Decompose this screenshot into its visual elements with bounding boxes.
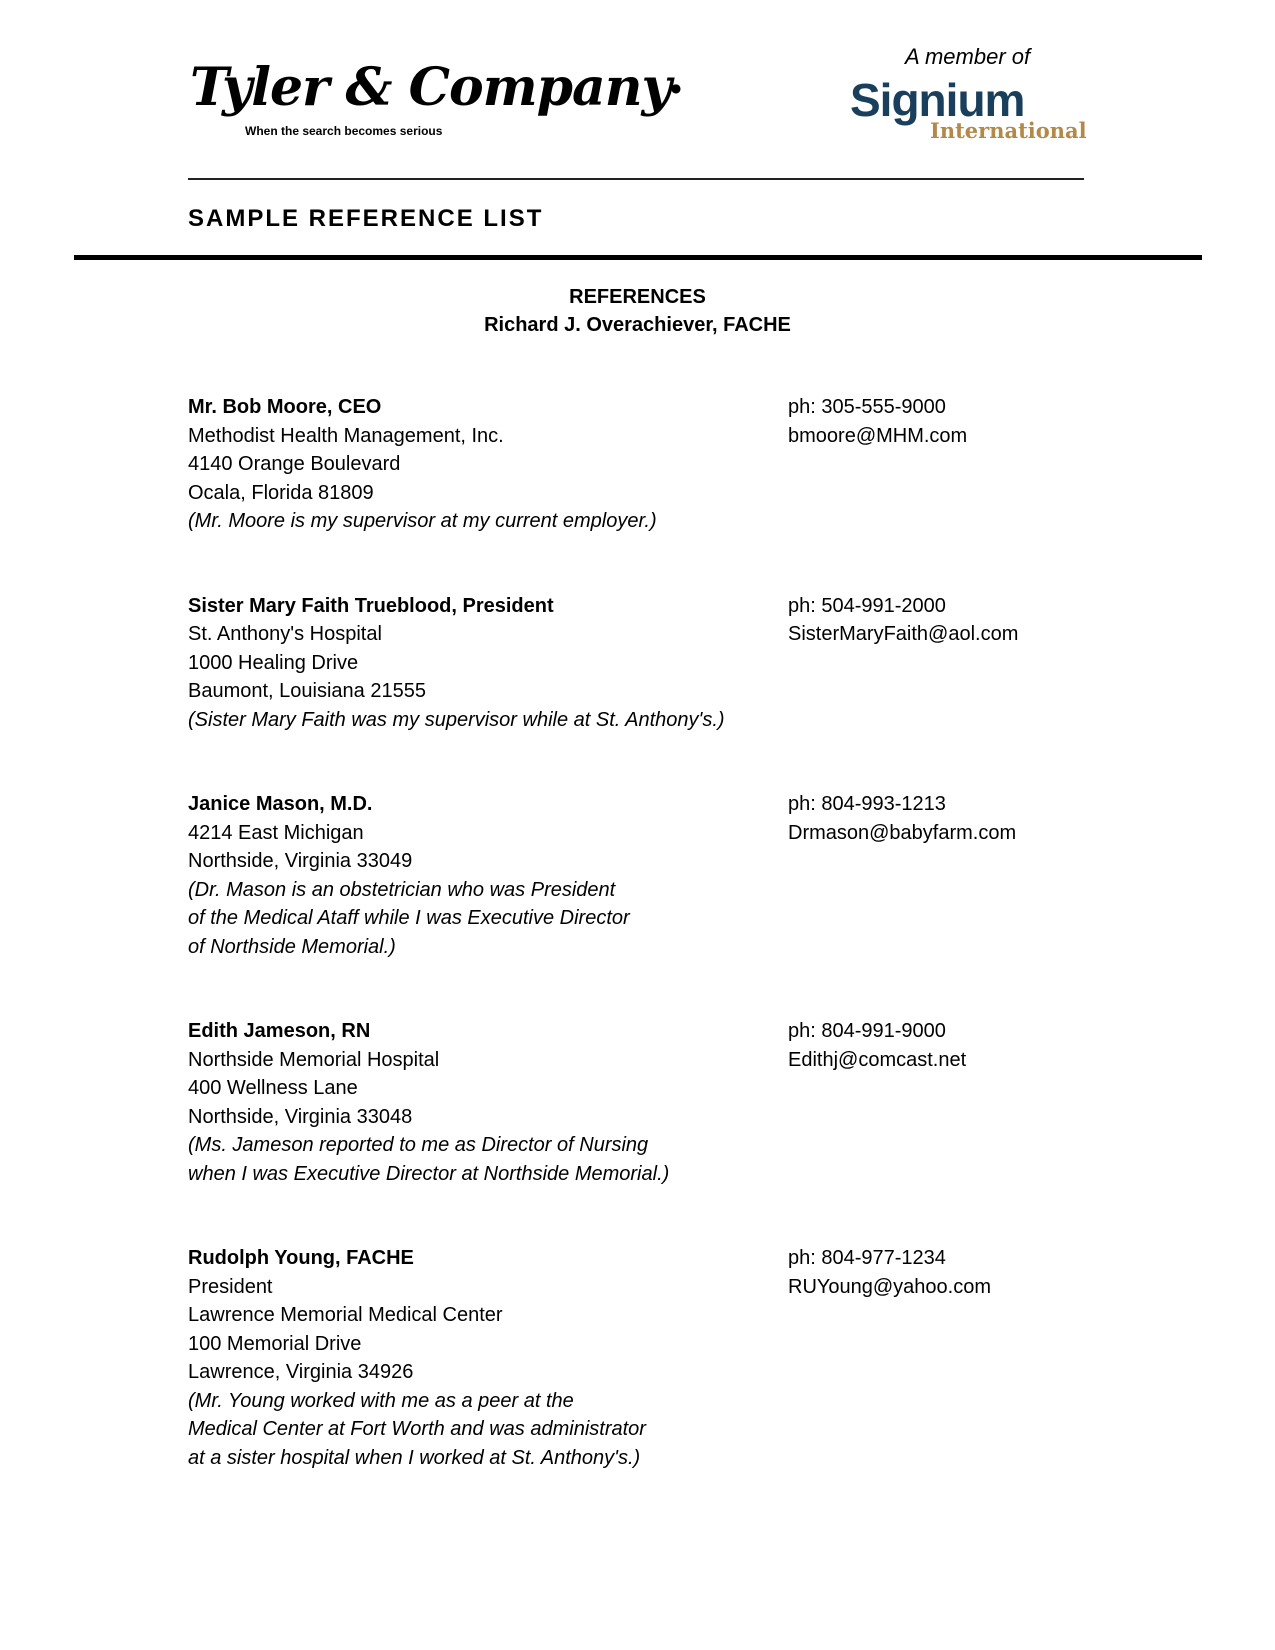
reference-line: President xyxy=(188,1275,273,1298)
reference-line: Northside, Virginia 33049 xyxy=(188,850,413,872)
reference-phone: ph: 804-993-1213 xyxy=(788,793,946,815)
reference-line: St. Anthony's Hospital xyxy=(188,623,382,645)
logo-script-text: Tyler & Company● xyxy=(190,57,681,118)
reference-note: (Ms. Jameson reported to me as Director of Nursing xyxy=(188,1134,649,1156)
references-heading-block xyxy=(0,283,1275,339)
reference-phone: ph: 804-977-1234 xyxy=(788,1247,946,1269)
reference-line: 4214 East Michigan xyxy=(188,821,364,844)
reference-phone: ph: 305-555-9000 xyxy=(788,396,946,418)
tyler-company-logo xyxy=(190,57,681,148)
reference-line: 1000 Healing Drive xyxy=(188,651,359,674)
reference-email[interactable]: Edithj@comcast.net xyxy=(788,1048,967,1071)
member-of-label: A member of xyxy=(905,44,1031,69)
signium-logo xyxy=(850,40,1090,150)
reference-line: Ocala, Florida 81809 xyxy=(188,481,374,504)
reference-list xyxy=(188,393,1088,1528)
reference-line: Methodist Health Management, Inc. xyxy=(188,424,504,447)
reference-note: (Mr. Moore is my supervisor at my current employer.) xyxy=(188,510,657,532)
logo-tagline: When the search becomes serious xyxy=(245,124,443,138)
reference-entry xyxy=(188,1244,1088,1472)
reference-entry xyxy=(188,1017,1088,1188)
reference-line: Lawrence Memorial Medical Center xyxy=(188,1304,503,1326)
reference-name: Edith Jameson, RN xyxy=(188,1020,371,1042)
reference-name: Janice Mason, M.D. xyxy=(188,793,373,815)
reference-line: 4140 Orange Boulevard xyxy=(188,453,401,475)
reference-name: Sister Mary Faith Trueblood, President xyxy=(188,594,554,617)
reference-phone: ph: 504-991-2000 xyxy=(788,594,946,617)
title-divider xyxy=(74,255,1202,260)
signium-wordmark: Signium xyxy=(850,74,1025,126)
reference-phone: ph: 804-991-9000 xyxy=(788,1020,946,1042)
reference-email[interactable]: Drmason@babyfarm.com xyxy=(788,821,1017,844)
reference-line: Lawrence, Virginia 34926 xyxy=(188,1361,414,1383)
reference-note: (Sister Mary Faith was my supervisor while at St. Anthony's.) xyxy=(188,708,725,731)
reference-note: of Northside Memorial.) xyxy=(188,935,396,958)
reference-line: 100 Memorial Drive xyxy=(188,1332,362,1355)
reference-name: Rudolph Young, FACHE xyxy=(188,1247,414,1269)
reference-email[interactable]: SisterMaryFaith@aol.com xyxy=(788,623,1019,645)
candidate-name: Richard J. Overachiever, FACHE xyxy=(484,314,791,336)
document-title: SAMPLE REFERENCE LIST xyxy=(188,205,544,232)
reference-entry xyxy=(188,393,1088,536)
reference-email[interactable]: RUYoung@yahoo.com xyxy=(788,1275,992,1298)
reference-note: at a sister hospital when I worked at St. Anthony's.) xyxy=(188,1446,641,1469)
reference-email[interactable]: bmoore@MHM.com xyxy=(788,424,968,447)
header-divider xyxy=(188,178,1084,180)
reference-line: Baumont, Louisiana 21555 xyxy=(188,680,426,702)
signium-international: International xyxy=(930,118,1087,143)
reference-line: 400 Wellness Lane xyxy=(188,1077,358,1099)
reference-entry xyxy=(188,790,1088,961)
reference-entry xyxy=(188,592,1088,735)
reference-note: of the Medical Ataff while I was Executive Director xyxy=(188,907,630,929)
reference-name: Mr. Bob Moore, CEO xyxy=(188,396,382,418)
reference-line: Northside, Virginia 33048 xyxy=(188,1105,413,1128)
reference-note: (Mr. Young worked with me as a peer at the xyxy=(188,1389,574,1412)
reference-note: when I was Executive Director at Northside Memorial.) xyxy=(188,1162,670,1185)
reference-note: (Dr. Mason is an obstetrician who was President xyxy=(188,878,616,901)
references-heading: REFERENCES xyxy=(569,286,706,308)
reference-line: Northside Memorial Hospital xyxy=(188,1048,440,1071)
reference-note: Medical Center at Fort Worth and was administrator xyxy=(188,1418,646,1440)
